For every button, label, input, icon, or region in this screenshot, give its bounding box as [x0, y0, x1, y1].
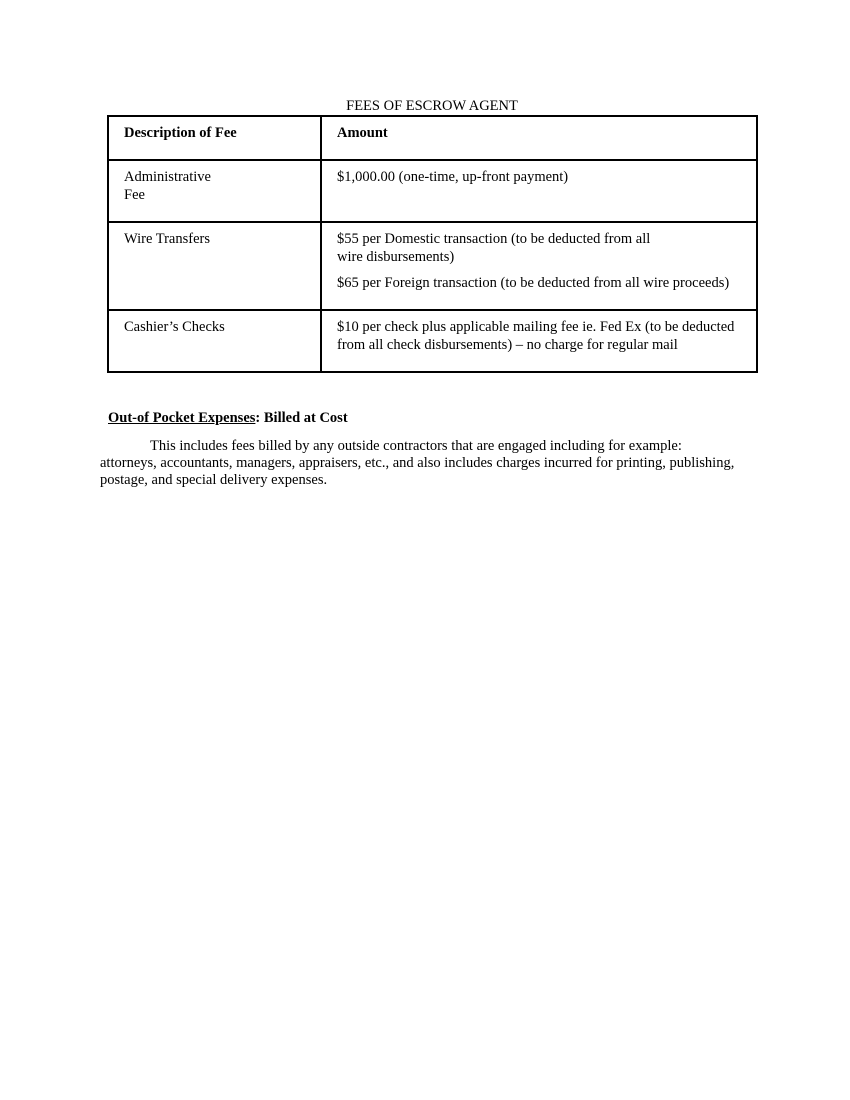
- fee-description: Wire Transfers: [108, 222, 321, 310]
- fee-amount: [321, 222, 757, 310]
- table-row: [108, 222, 757, 310]
- fee-amount-line: $1,000.00 (one-time, up-front payment): [337, 169, 569, 185]
- fee-amount: [321, 160, 757, 222]
- expenses-paragraph: This includes fees billed by any outside contractors that are engaged including for example: attorneys, accountants, managers, appraisers, etc., and also includes charges incurred for printing, publishing, postage, and special delivery expenses.: [100, 438, 735, 488]
- fee-amount-line: $10 per check plus applicable mailing fee ie. Fed Ex (to be deducted from all check disbursements) – no charge for regular mail: [337, 319, 735, 353]
- fee-description: [108, 160, 321, 222]
- fee-amount-line: $55 per Domestic transaction (to be deducted from all wire disbursements): [337, 231, 651, 265]
- header-description: Description of Fee: [108, 116, 321, 160]
- table-header-row: [108, 116, 757, 160]
- expenses-heading-rest: : Billed at Cost: [255, 410, 348, 426]
- page-title: FEES OF ESCROW AGENT: [346, 98, 518, 114]
- table-row: [108, 310, 757, 372]
- fee-amount: [321, 310, 757, 372]
- fee-description: Cashier’s Checks: [108, 310, 321, 372]
- expenses-heading-underlined: Out-of Pocket Expenses: [108, 410, 256, 426]
- expenses-heading: [108, 410, 348, 427]
- header-amount: Amount: [321, 116, 757, 160]
- fees-table: [107, 115, 758, 373]
- table-row: [108, 160, 757, 222]
- fee-amount-line: $65 per Foreign transaction (to be deducted from all wire proceeds): [337, 275, 730, 291]
- fee-description-text: Administrative Fee: [124, 169, 211, 203]
